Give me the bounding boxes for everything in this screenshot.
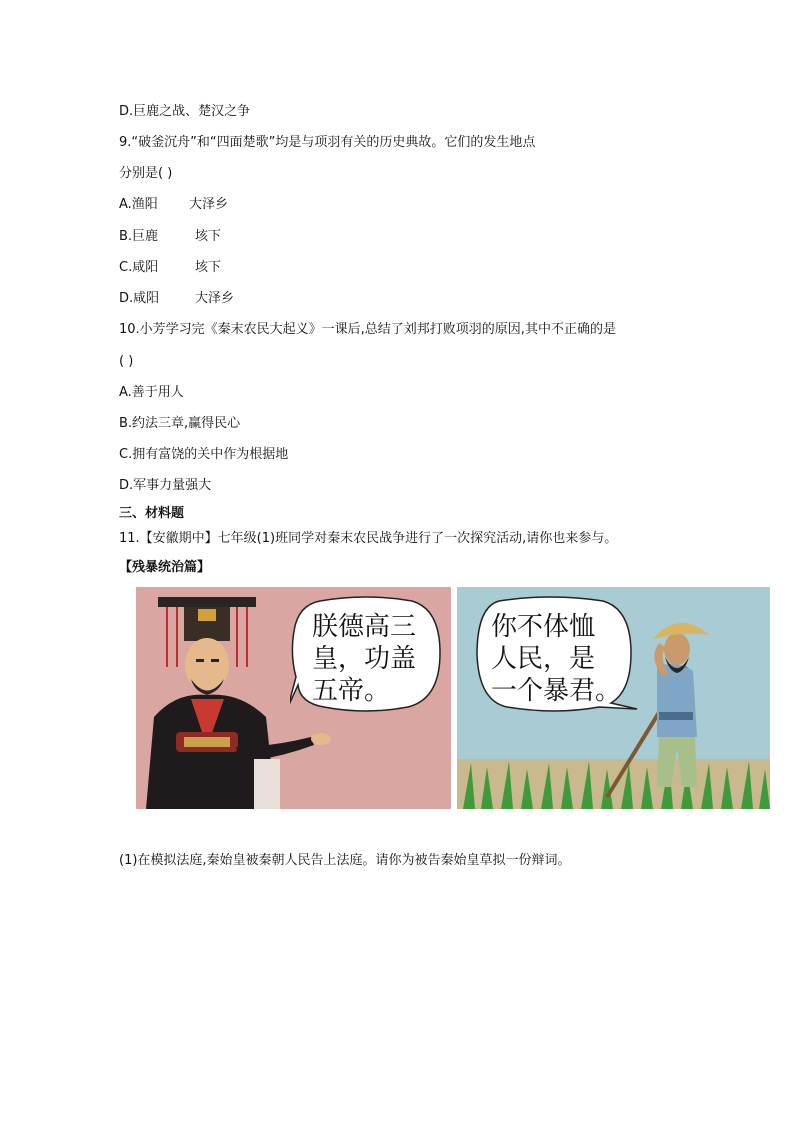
q9-option-c-place: 垓下 — [195, 260, 222, 275]
emperor-bubble-line1: 朕德高三 — [312, 612, 417, 642]
farmer-bubble-line2: 人民，是 — [491, 644, 596, 674]
emperor-bubble-line2: 皇，功盖 — [312, 644, 417, 674]
q9-option-d — [119, 290, 234, 308]
q9-option-c — [119, 259, 221, 277]
comic-panel-emperor — [136, 587, 451, 809]
emperor-speech-bubble — [290, 595, 442, 719]
q9-stem-line1: 9.“破釜沉舟”和“四面楚歌”均是与项羽有关的历史典故。它们的发生地点 — [119, 135, 536, 150]
q9-option-a-place: 大泽乡 — [189, 197, 229, 212]
q9-option-d-letter: D.咸阳 — [119, 291, 160, 306]
section-title: 三、材料题 — [119, 506, 185, 521]
q11-part-title: 【残暴统治篇】 — [119, 560, 211, 575]
q9-option-d-place: 大泽乡 — [195, 291, 235, 306]
q9-option-a-letter: A.渔阳 — [119, 197, 158, 212]
farmer-bubble-line1: 你不体恤 — [491, 612, 596, 642]
q9-option-a — [119, 196, 228, 214]
q11-sub1: (1)在模拟法庭,秦始皇被秦朝人民告上法庭。请你为被告秦始皇草拟一份辩词。 — [119, 853, 571, 868]
q9-option-b-place: 垓下 — [195, 229, 222, 244]
q10-option-b: B.约法三章,赢得民心 — [119, 416, 241, 431]
comic-panel-farmer — [457, 587, 770, 809]
q9-option-b-letter: B.巨鹿 — [119, 229, 159, 244]
q8-option-d: D.巨鹿之战、楚汉之争 — [119, 104, 251, 119]
q9-stem-line2: 分别是( ) — [119, 166, 173, 181]
farmer-bubble-line3: 一个暴君。 — [491, 676, 622, 706]
farmer-speech-bubble — [471, 595, 639, 719]
q10-option-a: A.善于用人 — [119, 385, 184, 400]
q9-option-c-letter: C.咸阳 — [119, 260, 159, 275]
q10-option-d: D.军事力量强大 — [119, 478, 212, 493]
q10-stem-line1: 10.小芳学习完《秦末农民大起义》一课后,总结了刘邦打败项羽的原因,其中不正确的是 — [119, 322, 616, 337]
q10-stem-line2: ( ) — [119, 354, 134, 369]
q11-stem: 11.【安徽期中】七年级(1)班同学对秦末农民战争进行了一次探究活动,请你也来参与。 — [119, 531, 618, 546]
q10-option-c: C.拥有富饶的关中作为根据地 — [119, 447, 289, 462]
emperor-bubble-line3: 五帝。 — [312, 676, 391, 706]
q9-option-b — [119, 228, 221, 246]
